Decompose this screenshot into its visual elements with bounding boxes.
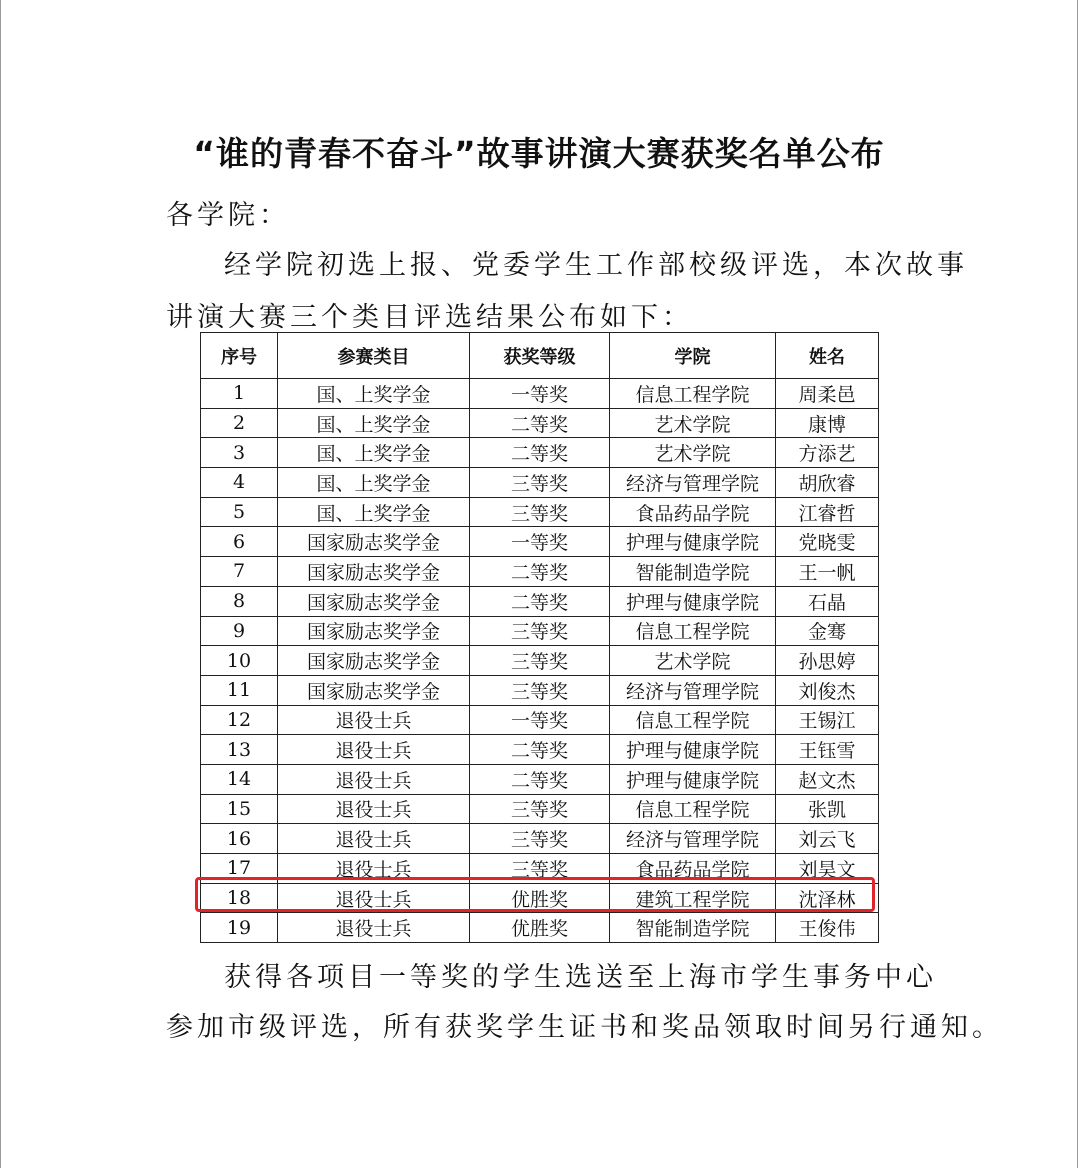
cell-index: 11 [201, 675, 278, 705]
table-row [201, 675, 879, 705]
cell-category: 退役士兵 [278, 705, 470, 735]
cell-college: 信息工程学院 [610, 705, 776, 735]
cell-award-level: 优胜奖 [470, 913, 610, 943]
cell-category: 国、上奖学金 [278, 408, 470, 438]
cell-category: 国家励志奖学金 [278, 646, 470, 676]
cell-category: 国家励志奖学金 [278, 586, 470, 616]
cell-award-level: 二等奖 [470, 735, 610, 765]
cell-award-level: 三等奖 [470, 794, 610, 824]
table-row [201, 824, 879, 854]
highlight-box-row-18 [195, 877, 875, 912]
cell-index: 13 [201, 735, 278, 765]
table-row [201, 735, 879, 765]
cell-college: 经济与管理学院 [610, 468, 776, 498]
cell-name: 江睿哲 [776, 497, 879, 527]
cell-category: 国家励志奖学金 [278, 557, 470, 587]
table-row [201, 497, 879, 527]
cell-award-level: 三等奖 [470, 468, 610, 498]
table-row [201, 646, 879, 676]
greeting: 各学院： [166, 200, 290, 231]
cell-college: 护理与健康学院 [610, 764, 776, 794]
cell-name: 方添艺 [776, 438, 879, 468]
cell-category: 退役士兵 [278, 794, 470, 824]
table-header-row [201, 333, 879, 379]
cell-name: 党晓雯 [776, 527, 879, 557]
cell-award-level: 三等奖 [470, 824, 610, 854]
cell-name: 王一帆 [776, 557, 879, 587]
cell-category: 退役士兵 [278, 735, 470, 765]
cell-college: 信息工程学院 [610, 616, 776, 646]
cell-category: 退役士兵 [278, 883, 470, 913]
closing-line-1: 获得各项目一等奖的学生选送至上海市学生事务中心 [224, 962, 937, 993]
cell-name: 周柔邑 [776, 379, 879, 409]
cell-award-level: 二等奖 [470, 557, 610, 587]
cell-name: 胡欣睿 [776, 468, 879, 498]
cell-category: 国、上奖学金 [278, 468, 470, 498]
cell-award-level: 二等奖 [470, 586, 610, 616]
cell-index: 9 [201, 616, 278, 646]
cell-category: 国家励志奖学金 [278, 616, 470, 646]
document-title: “谁的青春不奋斗”故事讲演大赛获奖名单公布 [193, 134, 885, 173]
header-category: 参赛类目 [278, 333, 470, 379]
table-row [201, 438, 879, 468]
header-college: 学院 [610, 333, 776, 379]
cell-category: 国、上奖学金 [278, 379, 470, 409]
cell-category: 退役士兵 [278, 913, 470, 943]
cell-category: 退役士兵 [278, 854, 470, 884]
header-name: 姓名 [776, 333, 879, 379]
table-row [201, 913, 879, 943]
page-edge-left [0, 0, 1, 1168]
cell-category: 国、上奖学金 [278, 438, 470, 468]
cell-index: 18 [201, 883, 278, 913]
cell-name: 孙思婷 [776, 646, 879, 676]
cell-category: 退役士兵 [278, 764, 470, 794]
cell-index: 15 [201, 794, 278, 824]
cell-category: 国、上奖学金 [278, 497, 470, 527]
cell-name: 王钰雪 [776, 735, 879, 765]
cell-index: 14 [201, 764, 278, 794]
cell-index: 1 [201, 379, 278, 409]
cell-college: 经济与管理学院 [610, 675, 776, 705]
cell-award-level: 二等奖 [470, 438, 610, 468]
cell-category: 国家励志奖学金 [278, 527, 470, 557]
intro-line-1: 经学院初选上报、党委学生工作部校级评选，本次故事 [224, 250, 968, 281]
table-row [201, 586, 879, 616]
cell-award-level: 三等奖 [470, 854, 610, 884]
cell-index: 17 [201, 854, 278, 884]
table-body [201, 379, 879, 943]
cell-college: 艺术学院 [610, 438, 776, 468]
cell-index: 3 [201, 438, 278, 468]
cell-name: 刘云飞 [776, 824, 879, 854]
cell-award-level: 三等奖 [470, 675, 610, 705]
table-row [201, 527, 879, 557]
cell-category: 国家励志奖学金 [278, 675, 470, 705]
cell-award-level: 优胜奖 [470, 883, 610, 913]
cell-college: 经济与管理学院 [610, 824, 776, 854]
cell-name: 赵文杰 [776, 764, 879, 794]
cell-college: 智能制造学院 [610, 913, 776, 943]
cell-name: 张凯 [776, 794, 879, 824]
cell-award-level: 三等奖 [470, 646, 610, 676]
table-row [201, 557, 879, 587]
cell-name: 康博 [776, 408, 879, 438]
cell-index: 5 [201, 497, 278, 527]
cell-name: 王俊伟 [776, 913, 879, 943]
intro-line-2: 讲演大赛三个类目评选结果公布如下： [166, 302, 693, 333]
table-row [201, 408, 879, 438]
cell-name: 金骞 [776, 616, 879, 646]
cell-index: 6 [201, 527, 278, 557]
cell-index: 19 [201, 913, 278, 943]
cell-category: 退役士兵 [278, 824, 470, 854]
cell-college: 护理与健康学院 [610, 586, 776, 616]
header-award-level: 获奖等级 [470, 333, 610, 379]
cell-award-level: 三等奖 [470, 616, 610, 646]
cell-college: 护理与健康学院 [610, 527, 776, 557]
awards-table [200, 332, 879, 943]
cell-college: 食品药品学院 [610, 854, 776, 884]
table-row [201, 764, 879, 794]
closing-line-2: 参加市级评选，所有获奖学生证书和奖品领取时间另行通知。 [166, 1012, 1003, 1043]
cell-name: 沈泽林 [776, 883, 879, 913]
cell-index: 4 [201, 468, 278, 498]
cell-index: 2 [201, 408, 278, 438]
cell-name: 王锡江 [776, 705, 879, 735]
cell-college: 艺术学院 [610, 408, 776, 438]
cell-award-level: 一等奖 [470, 379, 610, 409]
cell-college: 艺术学院 [610, 646, 776, 676]
cell-award-level: 二等奖 [470, 408, 610, 438]
cell-name: 刘昊文 [776, 854, 879, 884]
cell-college: 信息工程学院 [610, 794, 776, 824]
cell-college: 信息工程学院 [610, 379, 776, 409]
cell-index: 16 [201, 824, 278, 854]
cell-index: 12 [201, 705, 278, 735]
cell-award-level: 一等奖 [470, 527, 610, 557]
cell-award-level: 三等奖 [470, 497, 610, 527]
cell-name: 刘俊杰 [776, 675, 879, 705]
cell-college: 建筑工程学院 [610, 883, 776, 913]
cell-award-level: 一等奖 [470, 705, 610, 735]
table-row [201, 794, 879, 824]
cell-college: 智能制造学院 [610, 557, 776, 587]
cell-college: 食品药品学院 [610, 497, 776, 527]
cell-index: 8 [201, 586, 278, 616]
cell-index: 7 [201, 557, 278, 587]
cell-index: 10 [201, 646, 278, 676]
table-row [201, 616, 879, 646]
header-index: 序号 [201, 333, 278, 379]
cell-name: 石晶 [776, 586, 879, 616]
table-row [201, 705, 879, 735]
table-row [201, 379, 879, 409]
cell-award-level: 二等奖 [470, 764, 610, 794]
cell-college: 护理与健康学院 [610, 735, 776, 765]
table-row [201, 468, 879, 498]
